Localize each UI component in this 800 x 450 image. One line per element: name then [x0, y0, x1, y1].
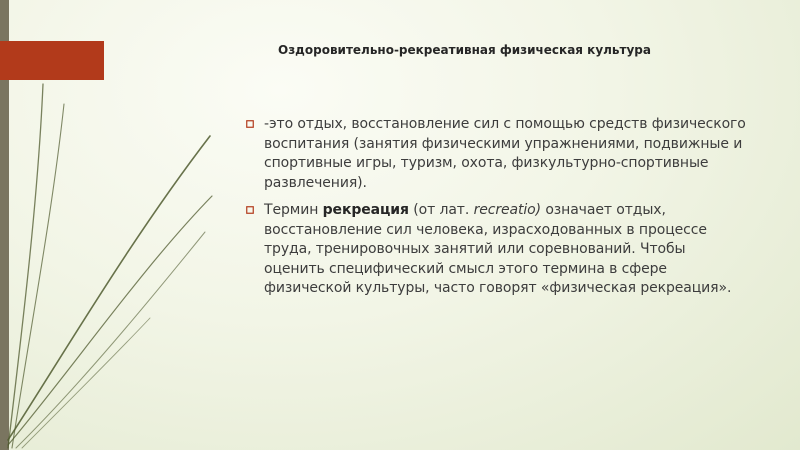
slide-title: Оздоровительно-рекреативная физическая культура [278, 43, 651, 57]
paragraph-text [264, 201, 746, 299]
paragraph-middle: (от лат. [408, 202, 474, 218]
term-recreation: рекреация [322, 202, 409, 218]
bullet-paragraph-term [246, 201, 746, 299]
title-accent-bar [0, 41, 104, 80]
paragraph-prefix: Термин [264, 202, 323, 218]
paragraph-rest: означает отдых, восстановление сил человека, израсходованных в процессе труда, тренировочных занятий или соревнований. Чтобы оценить специфический смысл этого термина в сфере физической культуры, часто говорят «физическая рекреация». [264, 202, 732, 296]
hollow-square-bullet-icon [246, 206, 254, 214]
slide-body [246, 115, 746, 307]
bullet-paragraph-definition [246, 115, 746, 193]
hollow-square-bullet-icon [246, 120, 254, 128]
latin-term: recreatio) [473, 202, 541, 218]
paragraph-text: -это отдых, восстановление сил с помощью средств физического воспитания (занятия физическими упражнениями, подвижные и спортивные игры, туризм, охота, физкультурно-спортивные развлечения). [264, 116, 746, 191]
